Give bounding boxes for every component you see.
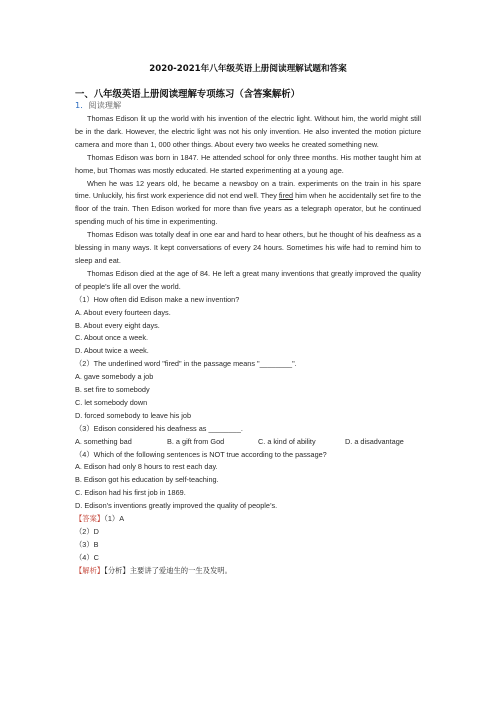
passage-paragraph-2: Thomas Edison was born in 1847. He attended school for only three months. His mother taught him at home, but Thomas was mostly educated. He started experimenting at a young age. [75,152,421,175]
section-heading: 一、八年级英语上册阅读理解专项练习（含答案解析） [75,89,301,100]
question-label: 阅读理解 [88,100,122,110]
underlined-word: fired [278,191,294,201]
analysis-text: 【分析】主要讲了爱迪生的一生及发明。 [104,565,232,575]
passage-paragraph-3 [75,178,421,230]
option: C. Edison had his first job in 1869. [75,488,186,498]
question-stem-2: （2）The underlined word "fired" in the passage means "________". [75,359,297,369]
question-stem-3: （3）Edison considered his deafness as ________. [75,423,243,433]
option: B. set fire to somebody [75,385,150,395]
question-stem-4: （4）Which of the following sentences is NOT true according to the passage? [75,449,327,459]
option: C. a kind of ability [258,436,316,446]
option: D. About twice a week. [75,346,149,356]
option: A. something bad [75,436,132,446]
option: A. Edison had only 8 hours to rest each day. [75,462,218,472]
option: A. gave somebody a job [75,372,154,382]
document-title: 2020-2021年八年级英语上册阅读理解试题和答案 [149,64,347,74]
passage-paragraph-1: Thomas Edison lit up the world with his invention of the electric light. Without him, the world might still be in the dark. However, the electric light was not his only invention. He also invented the motion picture camera and more than 1, 000 other things. About every two weeks he created something new. [75,114,421,149]
question-header [75,100,121,111]
option: B. Edison got his education by self-teaching. [75,475,219,485]
question-stem-1: （1）How often did Edison make a new invention? [75,294,240,304]
option: B. a gift from God [167,436,225,446]
passage-text: him when he accidentally set fire to the floor of the train. Then Edison worked for more than five years as a telegraph operator, but he continued spending much of his time in experimenting. [75,191,421,227]
answer-item: （2）D [75,527,99,536]
option: D. a disadvantage [345,436,404,446]
question-body [75,113,421,578]
answer-item: （1）A [104,514,125,524]
analysis-line [75,565,421,578]
answer-tag: 【答案】 [75,514,105,524]
passage-text: When he was 12 years old, he became a newsboy on a train. experiments on the train in his spare time. Unluckily, his first work experience did not end well. They [75,178,421,201]
analysis-tag: 【解析】 [75,565,105,575]
option: D. Edison’s inventions greatly improved the quality of people’s. [75,501,278,511]
option: A. About every fourteen days. [75,307,171,317]
answer-line [75,513,421,526]
option: B. About every eight days. [75,320,160,330]
option: D. forced somebody to leave his job [75,410,192,420]
question-number: 1． [75,100,89,110]
answer-item: （3）B [75,539,99,549]
option: C. let somebody down [75,397,148,407]
passage-paragraph-5: Thomas Edison died at the age of 84. He left a great many inventions that greatly improved the quality of people’s life all over the world. [75,268,421,291]
option-row [75,436,421,449]
passage-paragraph-4: Thomas Edison was totally deaf in one ear and hard to hear others, but he thought of his deafness as a blessing in many ways. It kept conversations of every 24 hours. Sometimes his wife had to remind him to sleep and eat. [75,230,421,265]
option: C. About once a week. [75,333,149,343]
answer-item: （4）C [75,552,99,562]
